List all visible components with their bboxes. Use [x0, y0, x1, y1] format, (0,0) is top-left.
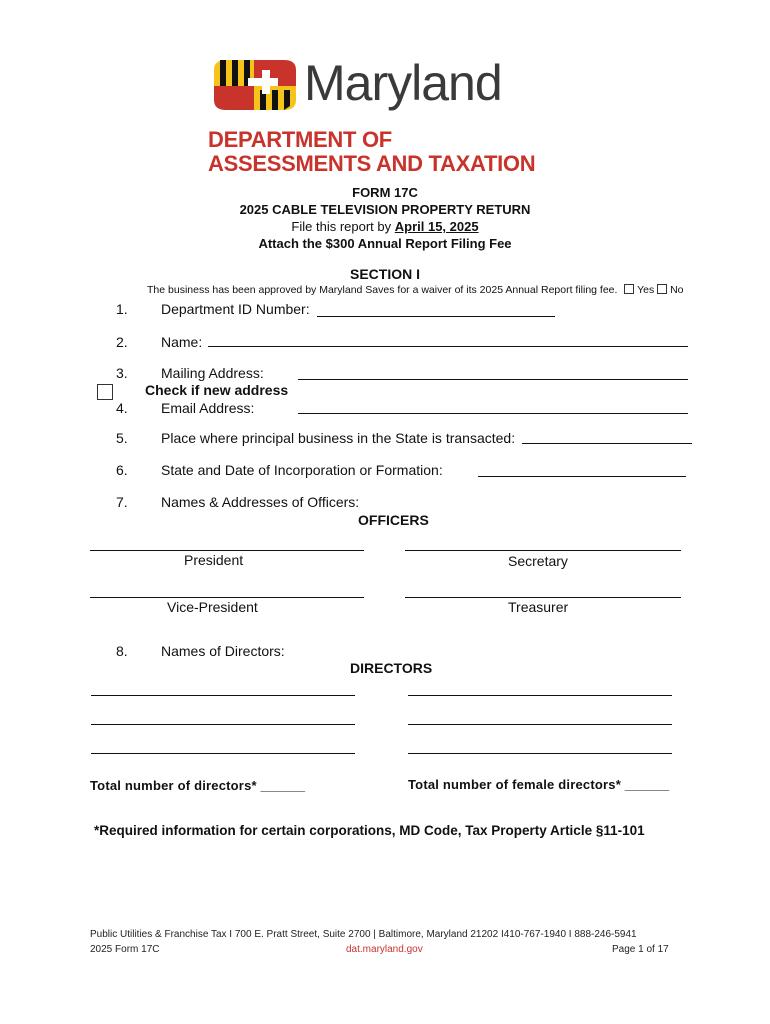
- form-title: 2025 CABLE TELEVISION PROPERTY RETURN: [239, 202, 531, 217]
- mailing-address-input[interactable]: [298, 379, 688, 380]
- director-input[interactable]: [91, 753, 355, 754]
- required-note: *Required information for certain corporations, MD Code, Tax Property Article §11-101: [94, 823, 645, 838]
- new-address-checkbox[interactable]: [97, 384, 113, 400]
- logo-dept-line: [208, 128, 535, 176]
- field-number: 1.: [116, 301, 128, 317]
- field-number: 2.: [116, 334, 128, 350]
- president-label: President: [184, 552, 244, 568]
- department-id-input[interactable]: [317, 316, 555, 317]
- dept-line-2: ASSESSMENTS AND TAXATION: [208, 151, 536, 176]
- email-label: Email Address:: [161, 400, 255, 416]
- field-number: 4.: [116, 400, 128, 416]
- treasurer-label: Treasurer: [508, 599, 569, 615]
- waiver-no-checkbox[interactable]: [657, 284, 667, 294]
- director-input[interactable]: [91, 724, 355, 725]
- footer-website-link[interactable]: dat.maryland.gov: [346, 944, 423, 955]
- total-directors[interactable]: Total number of directors* ______: [90, 778, 306, 793]
- mailing-address-label: Mailing Address:: [161, 365, 264, 381]
- field-number: 7.: [116, 494, 128, 510]
- department-id-label: Department ID Number:: [161, 301, 310, 317]
- maryland-logo: [208, 56, 548, 176]
- vice-president-label: Vice-President: [167, 599, 258, 615]
- total-female-directors[interactable]: Total number of female directors* ______: [408, 777, 670, 792]
- officers-label: Names & Addresses of Officers:: [161, 494, 360, 510]
- file-by-line: [0, 219, 770, 234]
- section-title: SECTION I: [349, 266, 420, 282]
- director-input[interactable]: [408, 724, 672, 725]
- footer-page-number: Page 1 of 17: [612, 944, 669, 955]
- name-label: Name:: [161, 334, 203, 350]
- waiver-line: [147, 283, 684, 296]
- field-number: 6.: [116, 462, 128, 478]
- officers-heading: OFFICERS: [358, 512, 429, 528]
- maryland-flag-icon: [208, 56, 300, 114]
- email-input[interactable]: [298, 413, 688, 414]
- waiver-no-label: No: [670, 284, 684, 296]
- waiver-yes-label: Yes: [637, 284, 655, 296]
- treasurer-input[interactable]: [405, 597, 681, 598]
- principal-business-input[interactable]: [522, 443, 692, 444]
- incorporation-label: State and Date of Incorporation or Formation:: [161, 462, 443, 478]
- director-input[interactable]: [408, 695, 672, 696]
- logo-wordmark: Maryland: [304, 55, 502, 111]
- form-number: FORM 17C: [352, 185, 418, 200]
- field-number: 5.: [116, 430, 128, 446]
- directors-label: Names of Directors:: [161, 643, 285, 659]
- vice-president-input[interactable]: [90, 597, 364, 598]
- due-date: April 15, 2025: [394, 219, 479, 234]
- secretary-label: Secretary: [508, 553, 568, 569]
- secretary-input[interactable]: [405, 550, 681, 551]
- new-address-label: Check if new address: [145, 382, 289, 398]
- directors-heading: DIRECTORS: [350, 660, 433, 676]
- incorporation-input[interactable]: [478, 476, 686, 477]
- file-by-text: File this report by: [291, 219, 395, 234]
- director-input[interactable]: [408, 753, 672, 754]
- footer-address: Public Utilities & Franchise Tax I 700 E. Pratt Street, Suite 2700 | Baltimore, Maryland 21202 I410-767-1940 I 888-246-5941: [90, 929, 637, 940]
- president-input[interactable]: [90, 550, 364, 551]
- field-number: 8.: [116, 643, 128, 659]
- footer-form: 2025 Form 17C: [90, 944, 160, 955]
- name-input[interactable]: [208, 346, 688, 347]
- director-input[interactable]: [91, 695, 355, 696]
- field-number: 3.: [116, 365, 128, 381]
- waiver-yes-checkbox[interactable]: [624, 284, 634, 294]
- waiver-text: The business has been approved by Maryland Saves for a waiver of its 2025 Annual Report filing fee.: [147, 284, 618, 296]
- principal-business-label: Place where principal business in the State is transacted:: [161, 430, 516, 446]
- dept-line-1: DEPARTMENT OF: [208, 127, 392, 152]
- fee-line: Attach the $300 Annual Report Filing Fee: [258, 236, 512, 251]
